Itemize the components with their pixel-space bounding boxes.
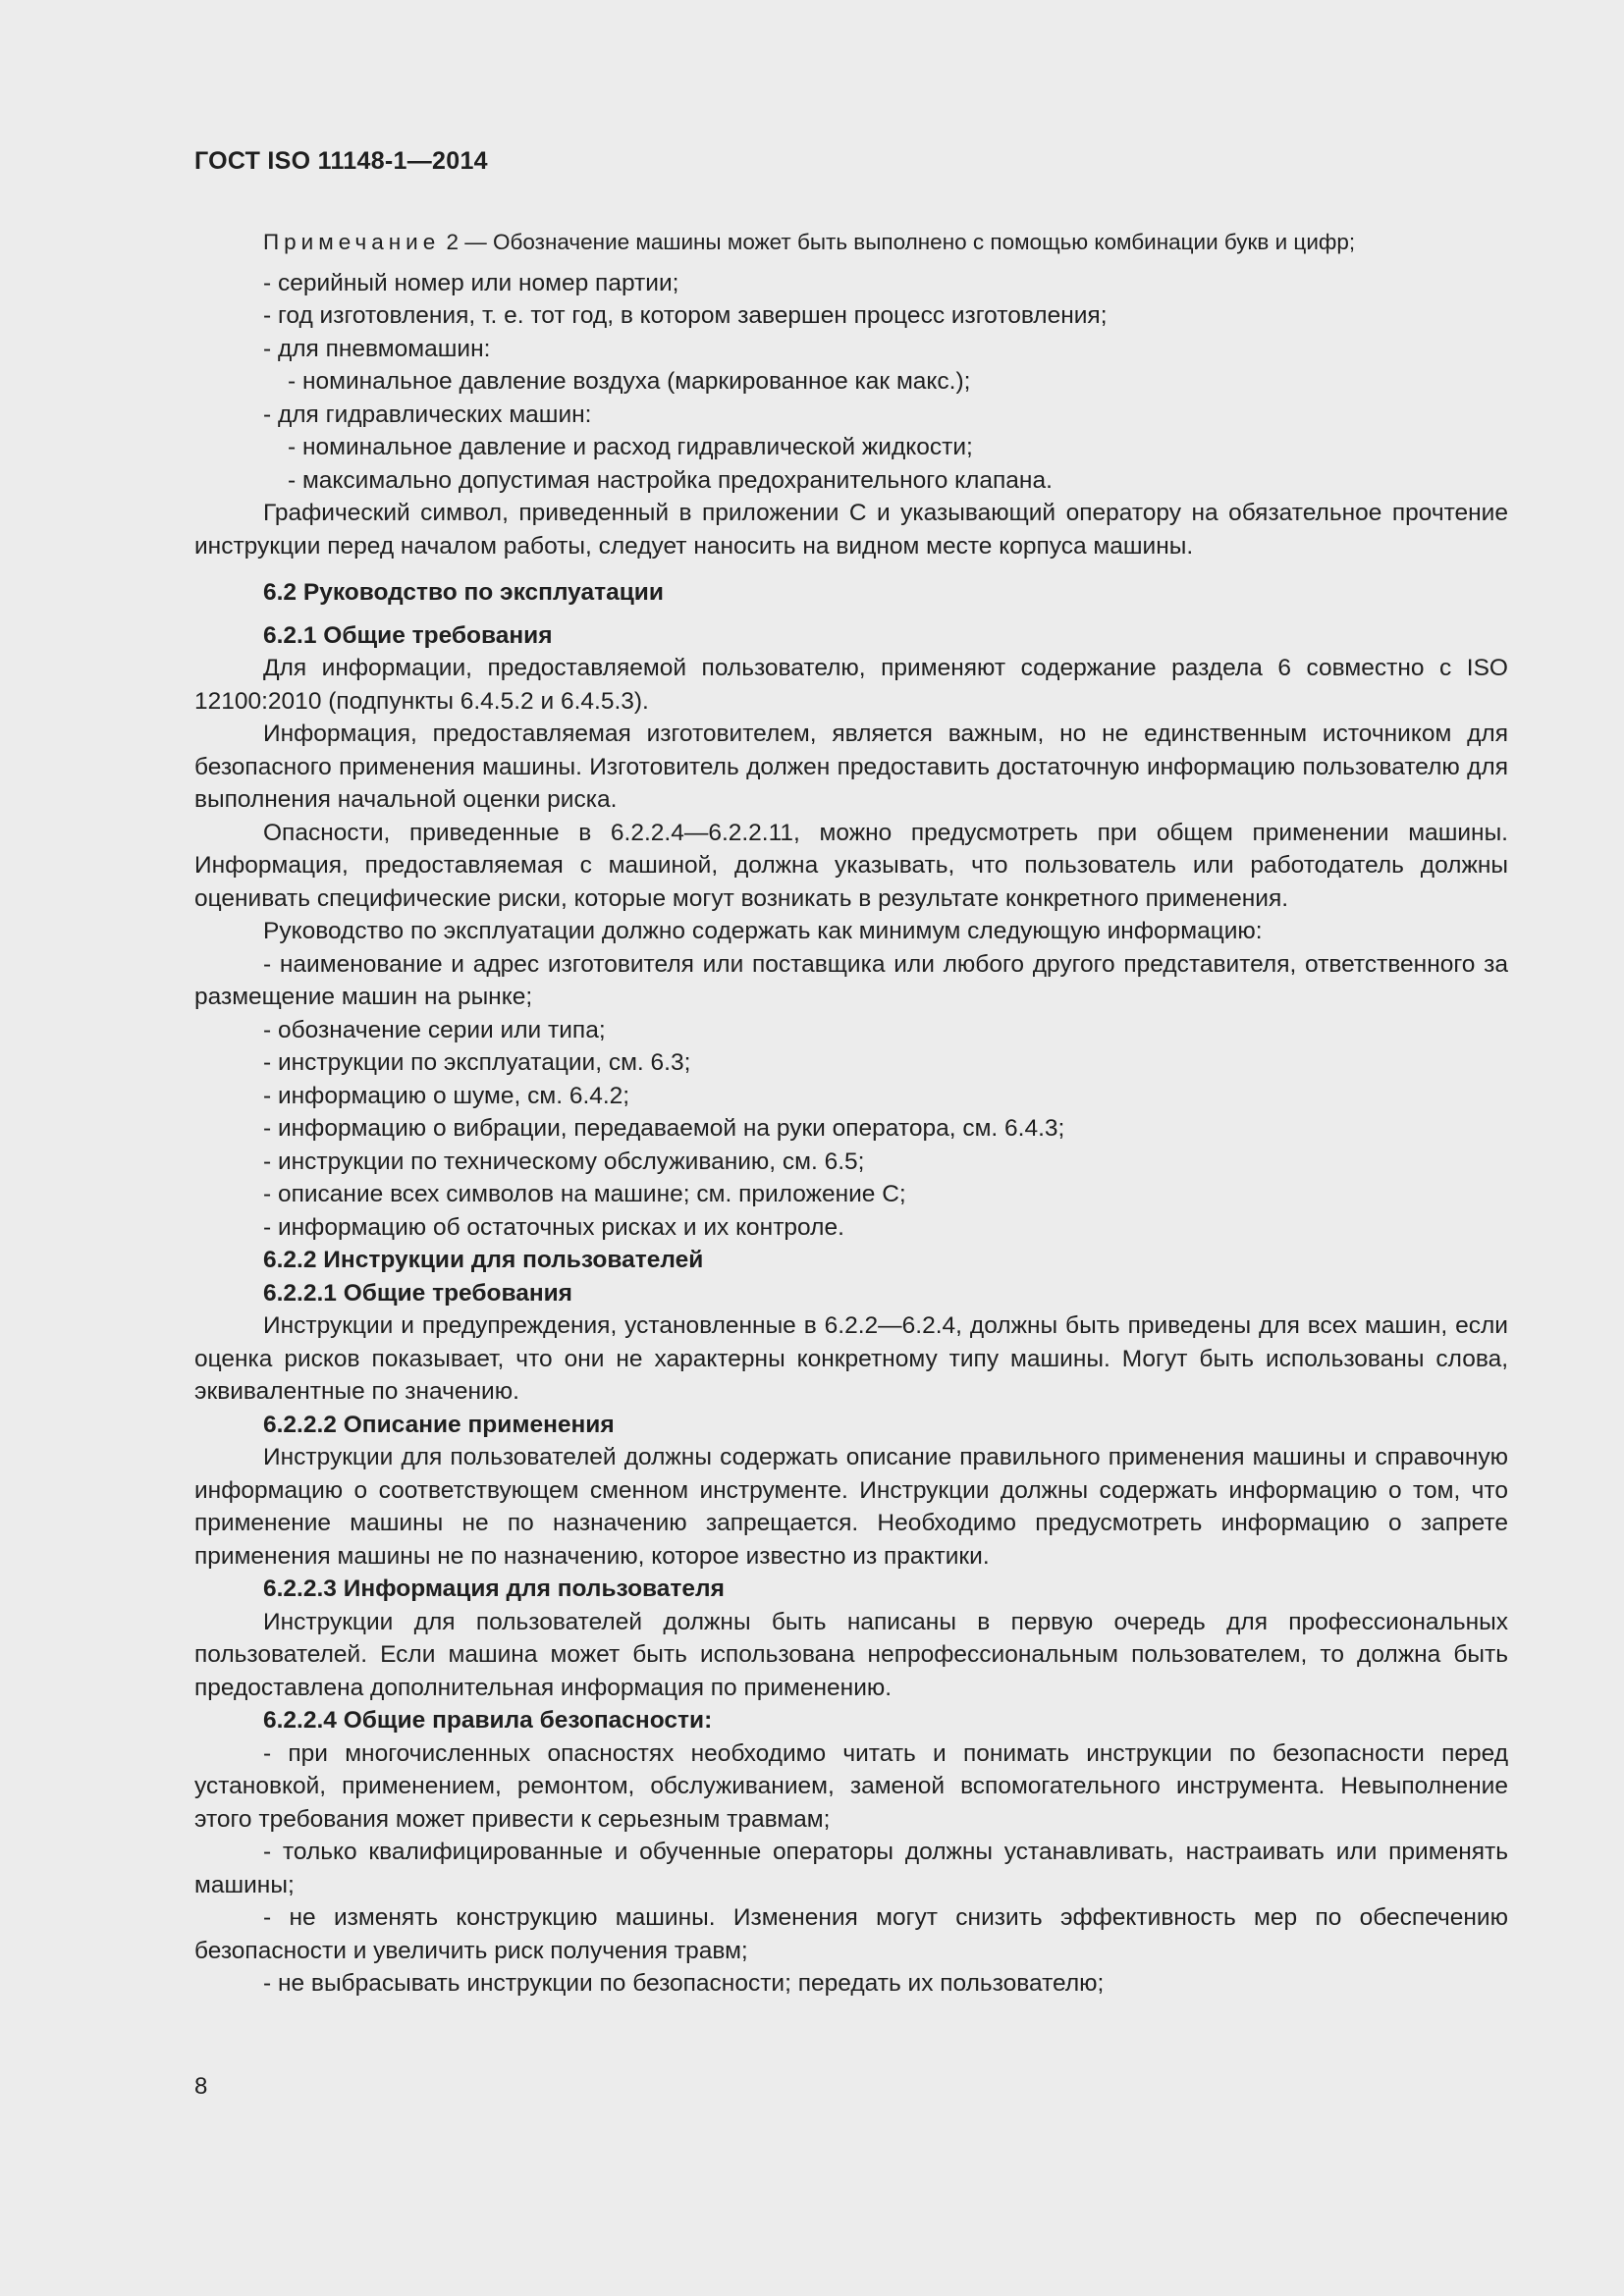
section-6-2-title: 6.2 Руководство по эксплуатации <box>263 579 664 606</box>
paragraph: Опасности, приведенные в 6.2.2.4—6.2.2.11, можно предусмотреть при общем применении машины. Информация, предоставляемая с машиной, должна указывать, что пользователь или работодатель должны оценивать специфические риски, которые могут возникать в результате конкретного применения. <box>194 819 1508 912</box>
list-item: - серийный номер или номер партии; <box>263 269 679 296</box>
paragraph: Инструкции для пользователей должны содержать описание правильного применения машины и справочную информацию о соответствующем сменном инструменте. Инструкции должны содержать информацию о том, что применение машины не по назначению запрещается. Необходимо предусмотреть информацию о запрете применения машины не по назначению, которое известно из практики. <box>194 1444 1508 1570</box>
list-item: - информацию о шуме, см. 6.4.2; <box>263 1082 630 1109</box>
list-item: - наименование и адрес изготовителя или поставщика или любого другого представителя, ответственного за размещение машин на рынке; <box>194 950 1508 1010</box>
paragraph: Для информации, предоставляемой пользователю, применяют содержание раздела 6 совместно с ISO 12100:2010 (подпункты 6.4.5.2 и 6.4.5.3). <box>194 655 1508 715</box>
section-6-2-2-2-title: 6.2.2.2 Описание применения <box>263 1411 615 1438</box>
list-item-nested: - максимально допустимая настройка предохранительного клапана. <box>288 466 1053 494</box>
list-item: - информацию об остаточных рисках и их контроле. <box>263 1213 844 1241</box>
section-6-2-2-4-title: 6.2.2.4 Общие правила безопасности: <box>263 1707 713 1734</box>
section-6-2-2-1-title: 6.2.2.1 Общие требования <box>263 1279 572 1307</box>
list-item: - не выбрасывать инструкции по безопасности; передать их пользователю; <box>263 1970 1105 1997</box>
note-paragraph <box>194 226 1508 259</box>
list-item: - инструкции по техническому обслуживанию, см. 6.5; <box>263 1148 865 1175</box>
list-item: - не изменять конструкцию машины. Изменения могут снизить эффективность мер по обеспечению безопасности и увеличить риск получения травм; <box>194 1904 1508 1964</box>
list-item: - год изготовления, т. е. тот год, в котором завершен процесс изготовления; <box>263 302 1108 329</box>
page-content <box>194 226 1508 2001</box>
paragraph: Информация, предоставляемая изготовителем, является важным, но не единственным источником для безопасного применения машины. Изготовитель должен предоставить достаточную информацию пользователю для выполнения начальной оценки риска. <box>194 721 1508 813</box>
section-6-2-1-title: 6.2.1 Общие требования <box>263 621 553 649</box>
paragraph: Инструкции и предупреждения, установленные в 6.2.2—6.2.4, должны быть приведены для всех машин, если оценка рисков показывает, что они не характерны конкретному типу машины. Могут быть использованы слова, эквивалентные по значению. <box>194 1312 1508 1405</box>
list-item-nested: - номинальное давление и расход гидравлической жидкости; <box>288 434 973 460</box>
note-label: Примечание <box>263 230 441 254</box>
note-text: 2 — Обозначение машины может быть выполнено с помощью комбинации букв и цифр; <box>440 230 1356 254</box>
symbol-paragraph: Графический символ, приведенный в приложении С и указывающий оператору на обязательное прочтение инструкции перед началом работы, следует наносить на видном месте корпуса машины. <box>194 500 1508 560</box>
list-item: - для гидравлических машин: <box>263 400 592 428</box>
list-item: - описание всех символов на машине; см. приложение С; <box>263 1181 906 1207</box>
page-number: 8 <box>194 2073 208 2100</box>
list-item: - обозначение серии или типа; <box>263 1016 606 1043</box>
list-item: - только квалифицированные и обученные операторы должны устанавливать, настраивать или применять машины; <box>194 1839 1508 1898</box>
section-6-2-2-title: 6.2.2 Инструкции для пользователей <box>263 1247 704 1273</box>
section-6-2-2-3-title: 6.2.2.3 Информация для пользователя <box>263 1575 725 1602</box>
list-item-nested: - номинальное давление воздуха (маркированное как макс.); <box>288 368 971 395</box>
paragraph: Инструкции для пользователей должны быть написаны в первую очередь для профессиональных пользователей. Если машина может быть использована непрофессиональным пользователем, то должна быть предоставлена дополнительная информация по применению. <box>194 1608 1508 1701</box>
list-item: - инструкции по эксплуатации, см. 6.3; <box>263 1049 691 1076</box>
list-item: - при многочисленных опасностях необходимо читать и понимать инструкции по безопасности перед установкой, применением, ремонтом, обслуживанием, заменой вспомогательного инструмента. Невыполнение этого требования может привести к серьезным травмам; <box>194 1739 1508 1833</box>
paragraph: Руководство по эксплуатации должно содержать как минимум следующую информацию: <box>263 918 1263 944</box>
document-header: ГОСТ ISO 11148-1—2014 <box>194 147 488 175</box>
list-item: - информацию о вибрации, передаваемой на руки оператора, см. 6.4.3; <box>263 1115 1065 1142</box>
list-item: - для пневмомашин: <box>263 335 491 362</box>
